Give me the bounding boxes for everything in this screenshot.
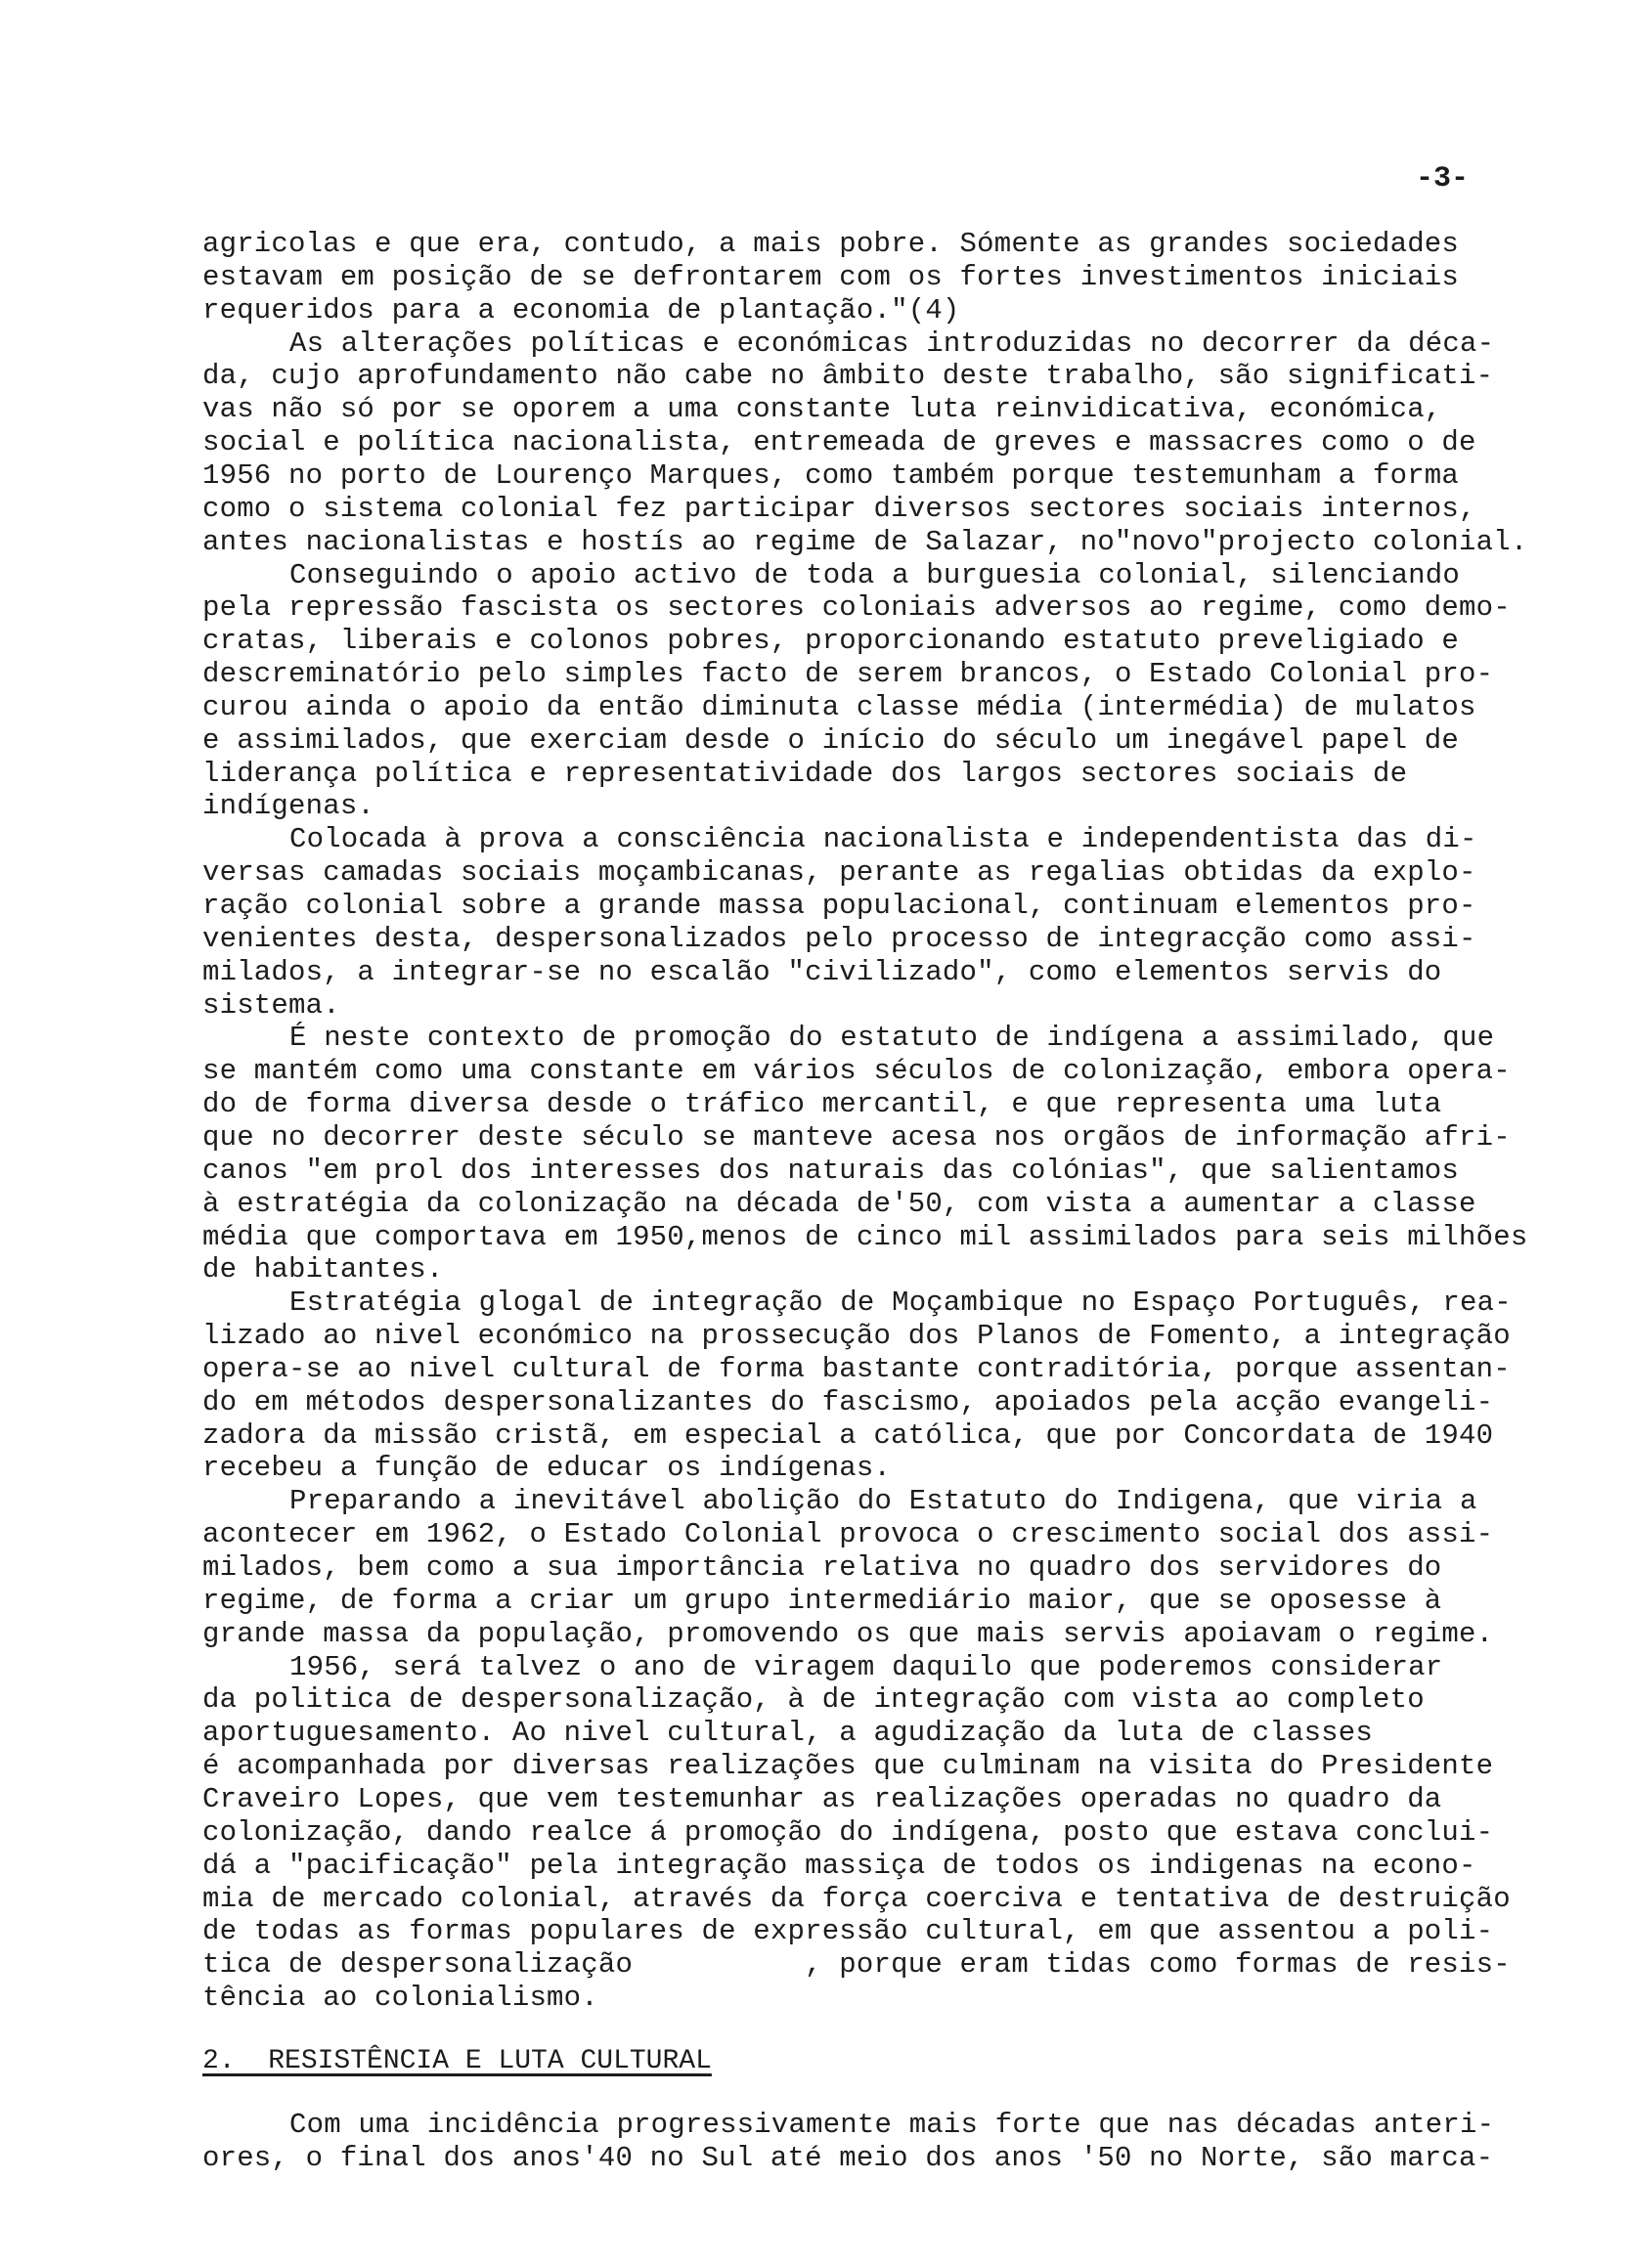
text-line: As alterações políticas e económicas introduzidas no decorrer da déca- — [289, 327, 1495, 360]
text-line: Estratégia glogal de integração de Moçambique no Espaço Português, rea- — [289, 1287, 1512, 1320]
text-line: do em métodos despersonalizantes do fascismo, apoiados pela acção evangeli- — [202, 1385, 1494, 1418]
text-line: se mantém como uma constante em vários séculos de colonização, embora opera- — [202, 1055, 1511, 1088]
text-line: de todas as formas populares de expressão cultural, em que assentou a poli- — [202, 1915, 1494, 1948]
text-line: agricolas e que era, contudo, a mais pobre. Sómente as grandes sociedades — [202, 228, 1460, 260]
text-line: descreminatório pelo simples facto de serem brancos, o Estado Colonial pro- — [202, 658, 1494, 691]
text-line: aportuguesamento. Ao nivel cultural, a agudização da luta de classes — [202, 1717, 1373, 1750]
text-line: Colocada à prova a consciência nacionalista e independentista das di- — [289, 823, 1477, 856]
text-line: milados, a integrar-se no escalão "civilizado", como elementos servis do — [202, 955, 1442, 988]
text-line: venientes desta, despersonalizados pelo processo de integracção como assi- — [202, 922, 1476, 955]
text-line: estavam em posição de se defrontarem com os fortes investimentos iniciais — [202, 260, 1460, 293]
text-line: é acompanhada por diversas realizações que culminam na visita do Presidente — [202, 1750, 1494, 1783]
text-line: indígenas. — [202, 790, 375, 823]
text-line: acontecer em 1962, o Estado Colonial provoca o crescimento social dos assi- — [202, 1518, 1494, 1551]
text-line: da politica de despersonalização, à de integração com vista ao completo — [202, 1683, 1425, 1717]
text-line: que no decorrer deste século se manteve acesa nos orgãos de informação afri- — [202, 1120, 1511, 1154]
text-line: 1956, será talvez o ano de viragem daquilo que poderemos considerar — [289, 1650, 1443, 1683]
text-line: pela repressão fascista os sectores coloniais adversos ao regime, como demo- — [202, 591, 1511, 625]
section-heading: 2. RESISTÊNCIA E LUTA CULTURAL — [202, 2046, 712, 2076]
text-line: média que comportava em 1950,menos de cinco mil assimilados para seis milhões — [202, 1220, 1528, 1253]
text-line: dá a "pacificação" pela integração massiça de todos os indigenas na econo- — [202, 1849, 1476, 1882]
text-line: curou ainda o apoio da então diminuta classe média (intermédia) de mulatos — [202, 690, 1476, 723]
text-line: versas camadas sociais moçambicanas, perante as regalias obtidas da explo- — [202, 856, 1476, 890]
text-line: à estratégia da colonização na década de'50, com vista a aumentar a classe — [202, 1187, 1476, 1220]
text-line: opera-se ao nivel cultural de forma bastante contraditória, porque assentan- — [202, 1352, 1511, 1385]
text-line: sistema. — [202, 988, 340, 1022]
text-line: ração colonial sobre a grande massa populacional, continuam elementos pro- — [202, 890, 1476, 922]
text-line: requeridos para a economia de plantação."(4) — [202, 293, 960, 327]
text-line: recebeu a função de educar os indígenas. — [202, 1452, 892, 1485]
text-line: Com uma incidência progressivamente mais forte que nas décadas anteri- — [289, 2109, 1495, 2141]
text-line: 1956 no porto de Lourenço Marques, como também porque testemunham a forma — [202, 458, 1460, 492]
text-line: zadora da missão cristã, em especial a católica, que por Concordata de 1940 — [202, 1418, 1494, 1452]
text-line: tência ao colonialismo. — [202, 1982, 598, 2015]
text-line: antes nacionalistas e hostís ao regime de Salazar, no"novo"projecto colonial. — [202, 525, 1528, 558]
text-line: canos "em prol dos interesses dos naturais das colónias", que salientamos — [202, 1154, 1460, 1187]
text-line: liderança política e representatividade dos largos sectores sociais de — [202, 757, 1408, 790]
text-line: e assimilados, que exerciam desde o início do século um inegável papel de — [202, 723, 1460, 757]
text-line: Preparando a inevitável abolição do Estatuto do Indigena, que viria a — [289, 1485, 1477, 1518]
text-line: Conseguindo o apoio activo de toda a burguesia colonial, silenciando — [289, 558, 1460, 591]
text-line: ores, o final dos anos'40 no Sul até meio dos anos '50 no Norte, são marca- — [202, 2141, 1494, 2174]
text-line: da, cujo aprofundamento não cabe no âmbito deste trabalho, são significati- — [202, 360, 1494, 393]
text-line: vas não só por se oporem a uma constante luta reinvidicativa, económica, — [202, 393, 1442, 426]
text-line: grande massa da população, promovendo os que mais servis apoiavam o regime. — [202, 1617, 1494, 1650]
text-line: mia de mercado colonial, através da força coerciva e tentativa de destruição — [202, 1882, 1511, 1915]
text-line: como o sistema colonial fez participar diversos sectores sociais internos, — [202, 492, 1476, 525]
text-line: regime, de forma a criar um grupo intermediário maior, que se oposesse à — [202, 1584, 1442, 1617]
text-line: cratas, liberais e colonos pobres, proporcionando estatuto preveligiado e — [202, 625, 1460, 658]
text-line: de habitantes. — [202, 1253, 444, 1287]
text-line: lizado ao nivel económico na prossecução dos Planos de Fomento, a integração — [202, 1320, 1511, 1353]
text-line: tica de despersonalização , porque eram tidas como formas de resis- — [202, 1948, 1511, 1982]
text-line: colonização, dando realce á promoção do indígena, posto que estava conclui- — [202, 1815, 1494, 1849]
page-number: -3- — [1416, 162, 1470, 196]
text-line: do de forma diversa desde o tráfico mercantil, e que representa uma luta — [202, 1088, 1442, 1121]
text-line: É neste contexto de promoção do estatuto de indígena a assimilado, que — [289, 1022, 1495, 1055]
text-line: milados, bem como a sua importância relativa no quadro dos servidores do — [202, 1551, 1442, 1584]
text-line: social e política nacionalista, entremeada de greves e massacres como o de — [202, 426, 1476, 459]
text-line: Craveiro Lopes, que vem testemunhar as realizações operadas no quadro da — [202, 1782, 1442, 1815]
